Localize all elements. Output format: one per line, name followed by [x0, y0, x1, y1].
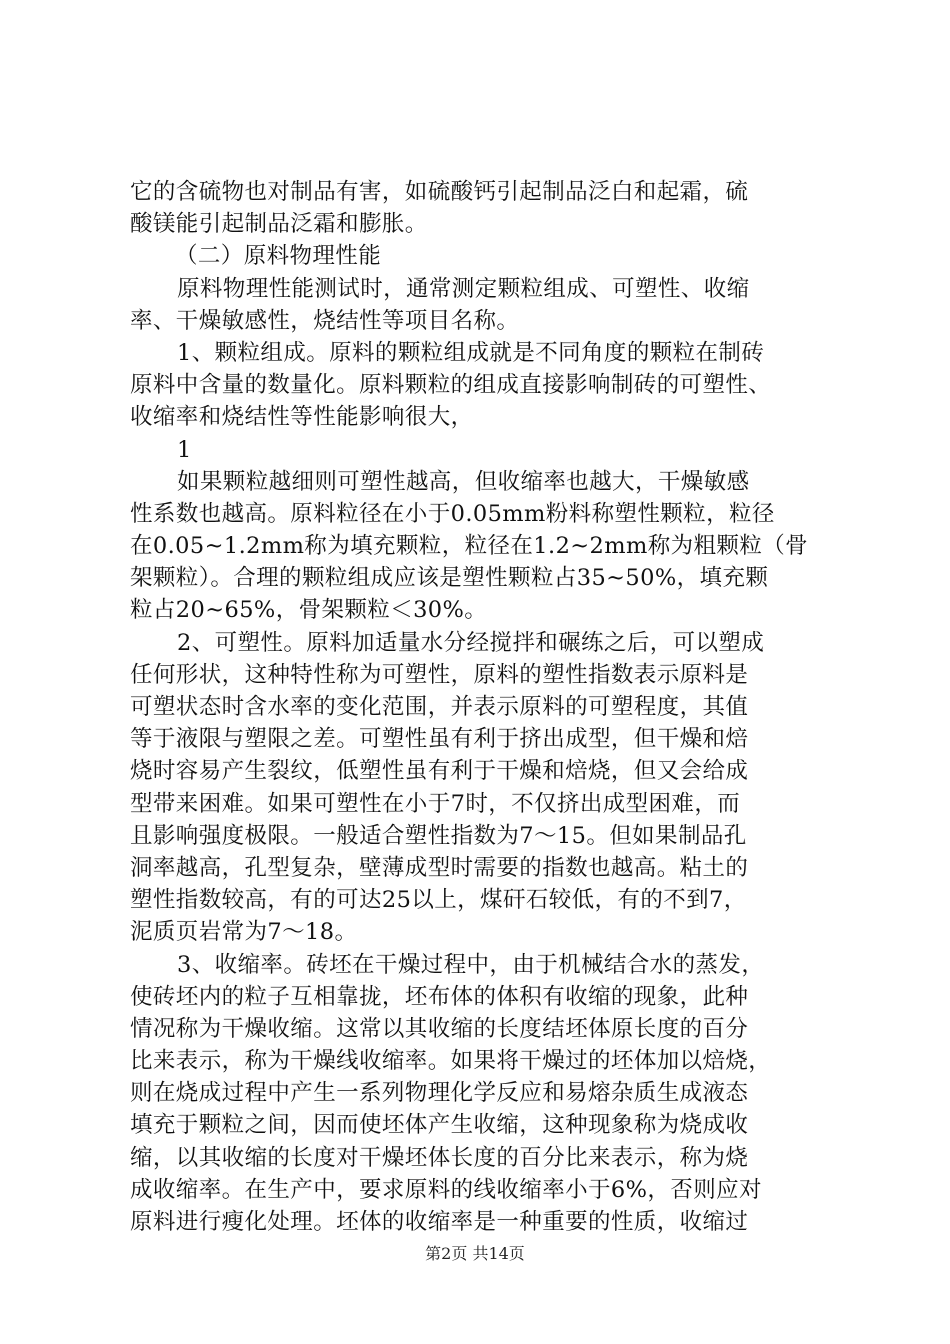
text-line: 1、颗粒组成。原料的颗粒组成就是不同角度的颗粒在制砖 — [177, 339, 765, 366]
text-line: 2、可塑性。原料加适量水分经搅拌和碾练之后，可以塑成 — [177, 629, 765, 656]
text-line: 烧时容易产生裂纹，低塑性虽有利于干燥和焙烧，但又会给成 — [130, 758, 749, 785]
text-line: 使砖坯内的粒子互相靠拢，坯布体的体积有收缩的现象，此种 — [130, 983, 749, 1010]
text-line: 填充于颗粒之间，因而使坯体产生收缩，这种现象称为烧成收 — [130, 1112, 749, 1139]
text-line: 比来表示，称为干燥线收缩率。如果将干燥过的坯体加以焙烧， — [130, 1048, 772, 1075]
text-line: 等于液限与塑限之差。可塑性虽有利于挤出成型，但干燥和焙 — [130, 726, 749, 753]
text-line: 原料中含量的数量化。原料颗粒的组成直接影响制砖的可塑性、 — [130, 372, 772, 399]
document-body — [130, 176, 830, 1238]
text-line: 型带来困难。如果可塑性在小于7时，不仅挤出成型困难，而 — [130, 790, 741, 817]
text-line: 情况称为干燥收缩。这常以其收缩的长度结坯体原长度的百分 — [130, 1015, 749, 1042]
text-line: 则在烧成过程中产生一系列物理化学反应和易熔杂质生成液态 — [130, 1080, 749, 1107]
text-line: 原料物理性能测试时，通常测定颗粒组成、可塑性、收缩 — [177, 275, 750, 302]
text-line: 如果颗粒越细则可塑性越高，但收缩率也越大，干燥敏感 — [177, 468, 750, 495]
text-line: 它的含硫物也对制品有害，如硫酸钙引起制品泛白和起霜，硫 — [130, 179, 749, 205]
text-line: 塑性指数较高，有的可达25以上，煤矸石较低，有的不到7， — [130, 887, 747, 914]
section-heading: （二）原料物理性能 — [175, 243, 382, 270]
text-line: 任何形状，这种特性称为可塑性，原料的塑性指数表示原料是 — [130, 661, 749, 688]
text-line: 酸镁能引起制品泛霜和膨胀。 — [130, 211, 428, 238]
text-line: 架颗粒）。合理的颗粒组成应该是塑性颗粒占35~50%，填充颗 — [130, 565, 769, 592]
text-line: 成收缩率。在生产中，要求原料的线收缩率小于6%，否则应对 — [130, 1176, 762, 1203]
text-line: 泥质页岩常为7～18。 — [130, 919, 358, 946]
page-footer: 第2页 共14页 — [425, 1244, 525, 1263]
text-line: 率、干燥敏感性，烧结性等项目名称。 — [130, 307, 520, 334]
text-line: 洞率越高，孔型复杂，壁薄成型时需要的指数也越高。粘土的 — [130, 854, 749, 881]
text-line: 且影响强度极限。一般适合塑性指数为7～15。但如果制品孔 — [130, 822, 747, 849]
text-line: 在0.05~1.2mm称为填充颗粒，粒径在1.2~2mm称为粗颗粒（骨 — [130, 533, 809, 560]
text-line: 性系数也越高。原料粒径在小于0.05mm粉料称塑性颗粒，粒径 — [130, 500, 775, 527]
text-line: 粒占20~65%，骨架颗粒＜30%。 — [130, 597, 488, 624]
text-line: 3、收缩率。砖坯在干燥过程中，由于机械结合水的蒸发， — [177, 951, 765, 978]
text-line: 收缩率和烧结性等性能影响很大， — [130, 404, 474, 431]
text-line: 可塑状态时含水率的变化范围，并表示原料的可塑程度，其值 — [130, 694, 749, 720]
text-line: 原料进行瘦化处理。坯体的收缩率是一种重要的性质，收缩过 — [130, 1209, 749, 1235]
text-line: 缩，以其收缩的长度对干燥坯体长度的百分比来表示，称为烧 — [130, 1144, 749, 1171]
page-marker: 1 — [177, 436, 192, 463]
